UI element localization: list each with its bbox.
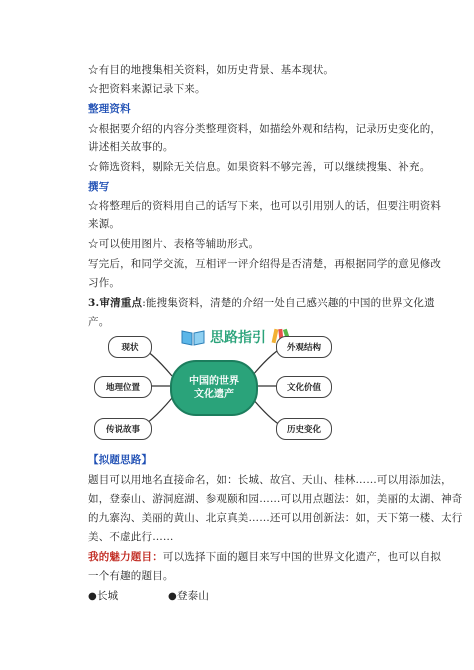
text-line: 习作。: [88, 277, 121, 289]
section-heading-write: 撰写: [88, 181, 110, 193]
center-line: 文化遗产: [194, 389, 234, 400]
title-prompt-text: 可以选择下面的题目来写中国的世界文化遗产，也可以自拟: [162, 551, 442, 563]
title-prompt-line: [88, 549, 441, 564]
mindmap-node-left: 现状: [108, 336, 152, 358]
bullet-icon: ●: [168, 591, 177, 602]
text-line: 来源。: [88, 218, 121, 230]
text-line: ☆将整理后的资料用自己的话写下来，也可以引用别人的话，但要注明资料: [88, 200, 442, 212]
text-line: ☆根据要介绍的内容分类整理资料，如描绘外观和结构，记录历史变化的，: [88, 123, 442, 135]
guide-title: 思路指引: [210, 330, 266, 346]
text-line: 美、不虚此行……: [88, 531, 174, 543]
focus-label: 审清重点: [99, 297, 143, 309]
text-line: 题目可以用地名直接命名，如：长城、故宫、天山、桂林……可以用添加法，: [88, 474, 452, 486]
section-heading-organize: 整理资料: [88, 103, 131, 115]
mindmap-node-right: 外观结构: [276, 336, 332, 358]
mindmap-node-right: 历史变化: [276, 418, 332, 440]
bullet-icon: ●: [88, 591, 97, 602]
mindmap-center: [170, 360, 258, 416]
text-line: 产。: [88, 316, 110, 328]
mindmap-node-left: 地理位置: [94, 376, 152, 398]
title-prompt-label: 我的魅力题目：: [88, 551, 163, 563]
item-number: 3.: [88, 297, 100, 309]
text-line: 如，登泰山、游洞庭湖、参观颐和园……可以用点题法：如，美丽的太湖、神奇: [88, 493, 463, 505]
idea-heading: 【拟题思路】: [88, 454, 153, 466]
text-line: 写完后，和同学交流，互相评一评介绍得是否清楚，再根据同学的意见修改: [88, 258, 442, 270]
option-item: [88, 588, 118, 603]
option-label: 登泰山: [176, 590, 210, 602]
text-line: ☆筛选资料，剔除无关信息。如果资料不够完善，可以继续搜集、补充。: [88, 161, 431, 173]
text-line: 的九寨沟、美丽的黄山、北京真美……还可以用创新法：如，天下第一楼、太行: [88, 512, 463, 524]
text-line: 一个有趣的题目。: [88, 570, 174, 582]
text-line: ☆把资料来源记录下来。: [88, 83, 206, 95]
option-item: [168, 588, 209, 603]
mindmap-node-left: 传说故事: [94, 418, 152, 440]
mindmap-node-right: 文化价值: [276, 376, 332, 398]
focus-text: :能搜集资料，清楚的介绍一处自己感兴趣的中国的世界文化遗: [142, 297, 435, 309]
center-line: 中国的世界: [189, 376, 239, 387]
option-label: 长城: [96, 590, 119, 602]
text-line: ☆可以使用图片、表格等辅助形式。: [88, 238, 260, 250]
text-line: ☆有目的地搜集相关资料，如历史背景、基本现状。: [88, 64, 335, 76]
text-line: 讲述相关故事的。: [88, 141, 174, 153]
